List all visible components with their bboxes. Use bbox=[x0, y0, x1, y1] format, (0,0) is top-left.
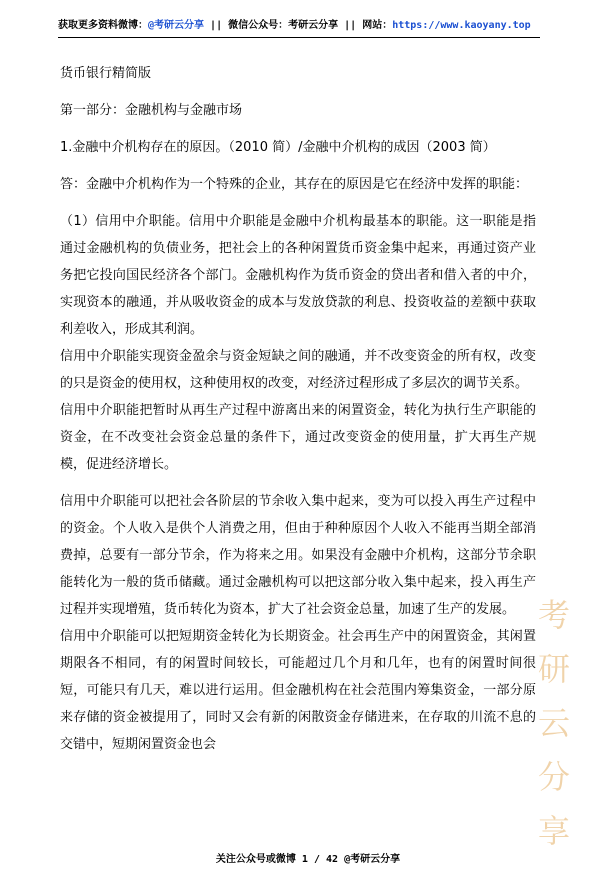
header-wechat-label: 微信公众号：考研云分享 bbox=[228, 20, 339, 31]
header-separator: || bbox=[338, 20, 363, 31]
header-site-link[interactable]: https://www.kaoyany.top bbox=[392, 20, 531, 31]
answer-intro: 答：金融中介机构作为一个特殊的企业，其存在的原因是它在经济中发挥的职能： bbox=[60, 177, 529, 192]
paragraph: 信用中介职能实现资金盈余与资金短缺之间的融通，并不改变资金的所有权，改变的只是资金的使用权，这种使用权的改变，对经济过程形成了多层次的调节关系。 bbox=[60, 349, 536, 391]
watermark: 考研云分享 bbox=[533, 598, 571, 868]
paragraph: 信用中介职能可以把社会各阶层的节余收入集中起来，变为可以投入再生产过程中的资金。个人收入是供个人消费之用，但由于种种原因个人收入不能再当期全部消费掉，总要有一部分节余，作为将来之用。如果没有金融中介机构，这部分节余职能转化为一般的货币储藏。通过金融机构可以把这部分收入集中起来，投入再生产过程并实现增殖，货币转化为资本，扩大了社会资金总量，加速了生产的发展。 bbox=[60, 494, 536, 617]
header-divider bbox=[58, 37, 540, 38]
question-heading: 1.金融中介机构存在的原因。（2010 简）/金融中介机构的成因（2003 简） bbox=[60, 140, 496, 155]
paragraph: 信用中介职能把暂时从再生产过程中游离出来的闲置资金，转化为执行生产职能的资金，在不改变社会资金总量的条件下，通过改变资金的使用量，扩大再生产规模，促进经济增长。 bbox=[60, 403, 536, 472]
header-weibo-link[interactable]: @考研云分享 bbox=[148, 20, 205, 31]
document-body bbox=[60, 60, 536, 758]
document-title: 货币银行精简版 bbox=[60, 66, 152, 81]
header-weibo-label: 获取更多资料微博： bbox=[58, 20, 148, 31]
paragraph: （1）信用中介职能。信用中介职能是金融中介机构最基本的职能。这一职能是指通过金融机构的负债业务，把社会上的各种闲置货币资金集中起来，再通过资产业务把它投向国民经济各个部门。金融机构作为货币资金的贷出者和借入者的中介，实现资本的融通，并从吸收资金的成本与发放贷款的利息、投资收益的差额中获取利差收入，形成其利润。 bbox=[60, 214, 536, 337]
page-header bbox=[58, 16, 538, 38]
section-heading: 第一部分：金融机构与金融市场 bbox=[60, 103, 243, 118]
paragraph: 信用中介职能可以把短期资金转化为长期资金。社会再生产中的闲置资金，其闲置期限各不相同，有的闲置时间较长，可能超过几个月和几年，也有的闲置时间很短，可能只有几天，难以进行运用。但金融机构在社会范围内筹集资金，一部分原来存储的资金被提用了，同时又会有新的闲散资金存储进来，在存取的川流不息的交错中，短期闲置资金也会 bbox=[60, 629, 536, 752]
header-site-label: 网站： bbox=[362, 20, 393, 31]
header-separator: || bbox=[204, 20, 229, 31]
page-footer: 关注公众号或微博 1 / 42 @考研云分享 bbox=[215, 854, 401, 865]
